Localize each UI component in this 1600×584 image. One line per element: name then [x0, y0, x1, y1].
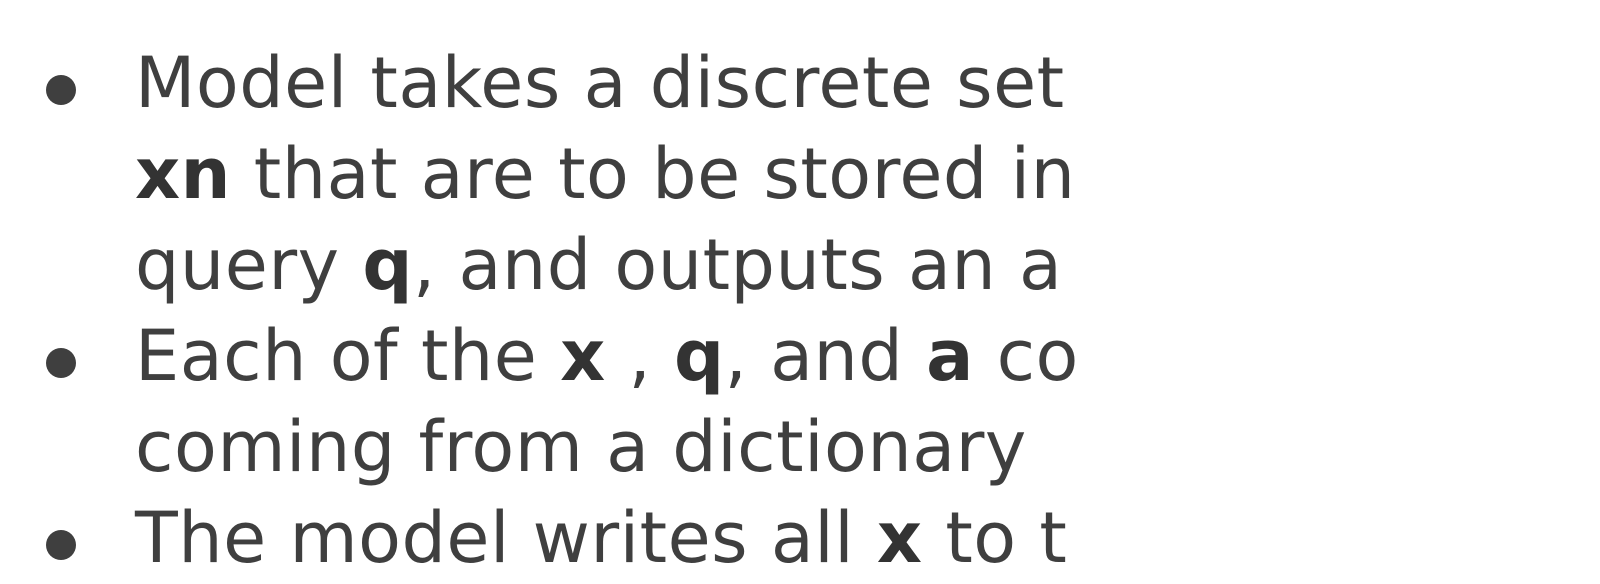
bold-term: x — [876, 497, 923, 579]
bullet-line — [135, 129, 1600, 220]
text-run: , and — [724, 315, 927, 397]
bullet-line — [135, 402, 1600, 493]
bold-term: xn — [135, 133, 231, 215]
text-run: Model takes a discrete set — [135, 42, 1065, 124]
bold-term: a — [926, 315, 974, 397]
bullet-line — [135, 38, 1600, 129]
text-run: The model writes all — [135, 497, 877, 579]
text-run: , and outputs an a — [412, 224, 1063, 306]
bullet-icon — [46, 348, 76, 378]
bullet-line — [135, 311, 1600, 402]
bullet-item — [0, 493, 1600, 584]
bullet-item — [0, 311, 1600, 493]
bold-term: q — [362, 224, 413, 306]
text-run: Each of the — [135, 315, 561, 397]
bullet-item — [0, 38, 1600, 311]
bold-term: x — [560, 315, 606, 397]
bullet-line — [135, 493, 1600, 584]
bullet-icon — [46, 530, 76, 560]
bold-term: q — [674, 315, 725, 397]
text-run: co — [973, 315, 1079, 397]
bullet-list — [0, 38, 1600, 584]
bullet-icon — [46, 75, 76, 105]
text-run: that are to be stored in — [231, 133, 1076, 215]
text-run: query — [135, 224, 363, 306]
bullet-line — [135, 220, 1600, 311]
text-run: , — [605, 315, 674, 397]
text-run: coming from a dictionary — [135, 406, 1027, 488]
text-run: to t — [922, 497, 1068, 579]
